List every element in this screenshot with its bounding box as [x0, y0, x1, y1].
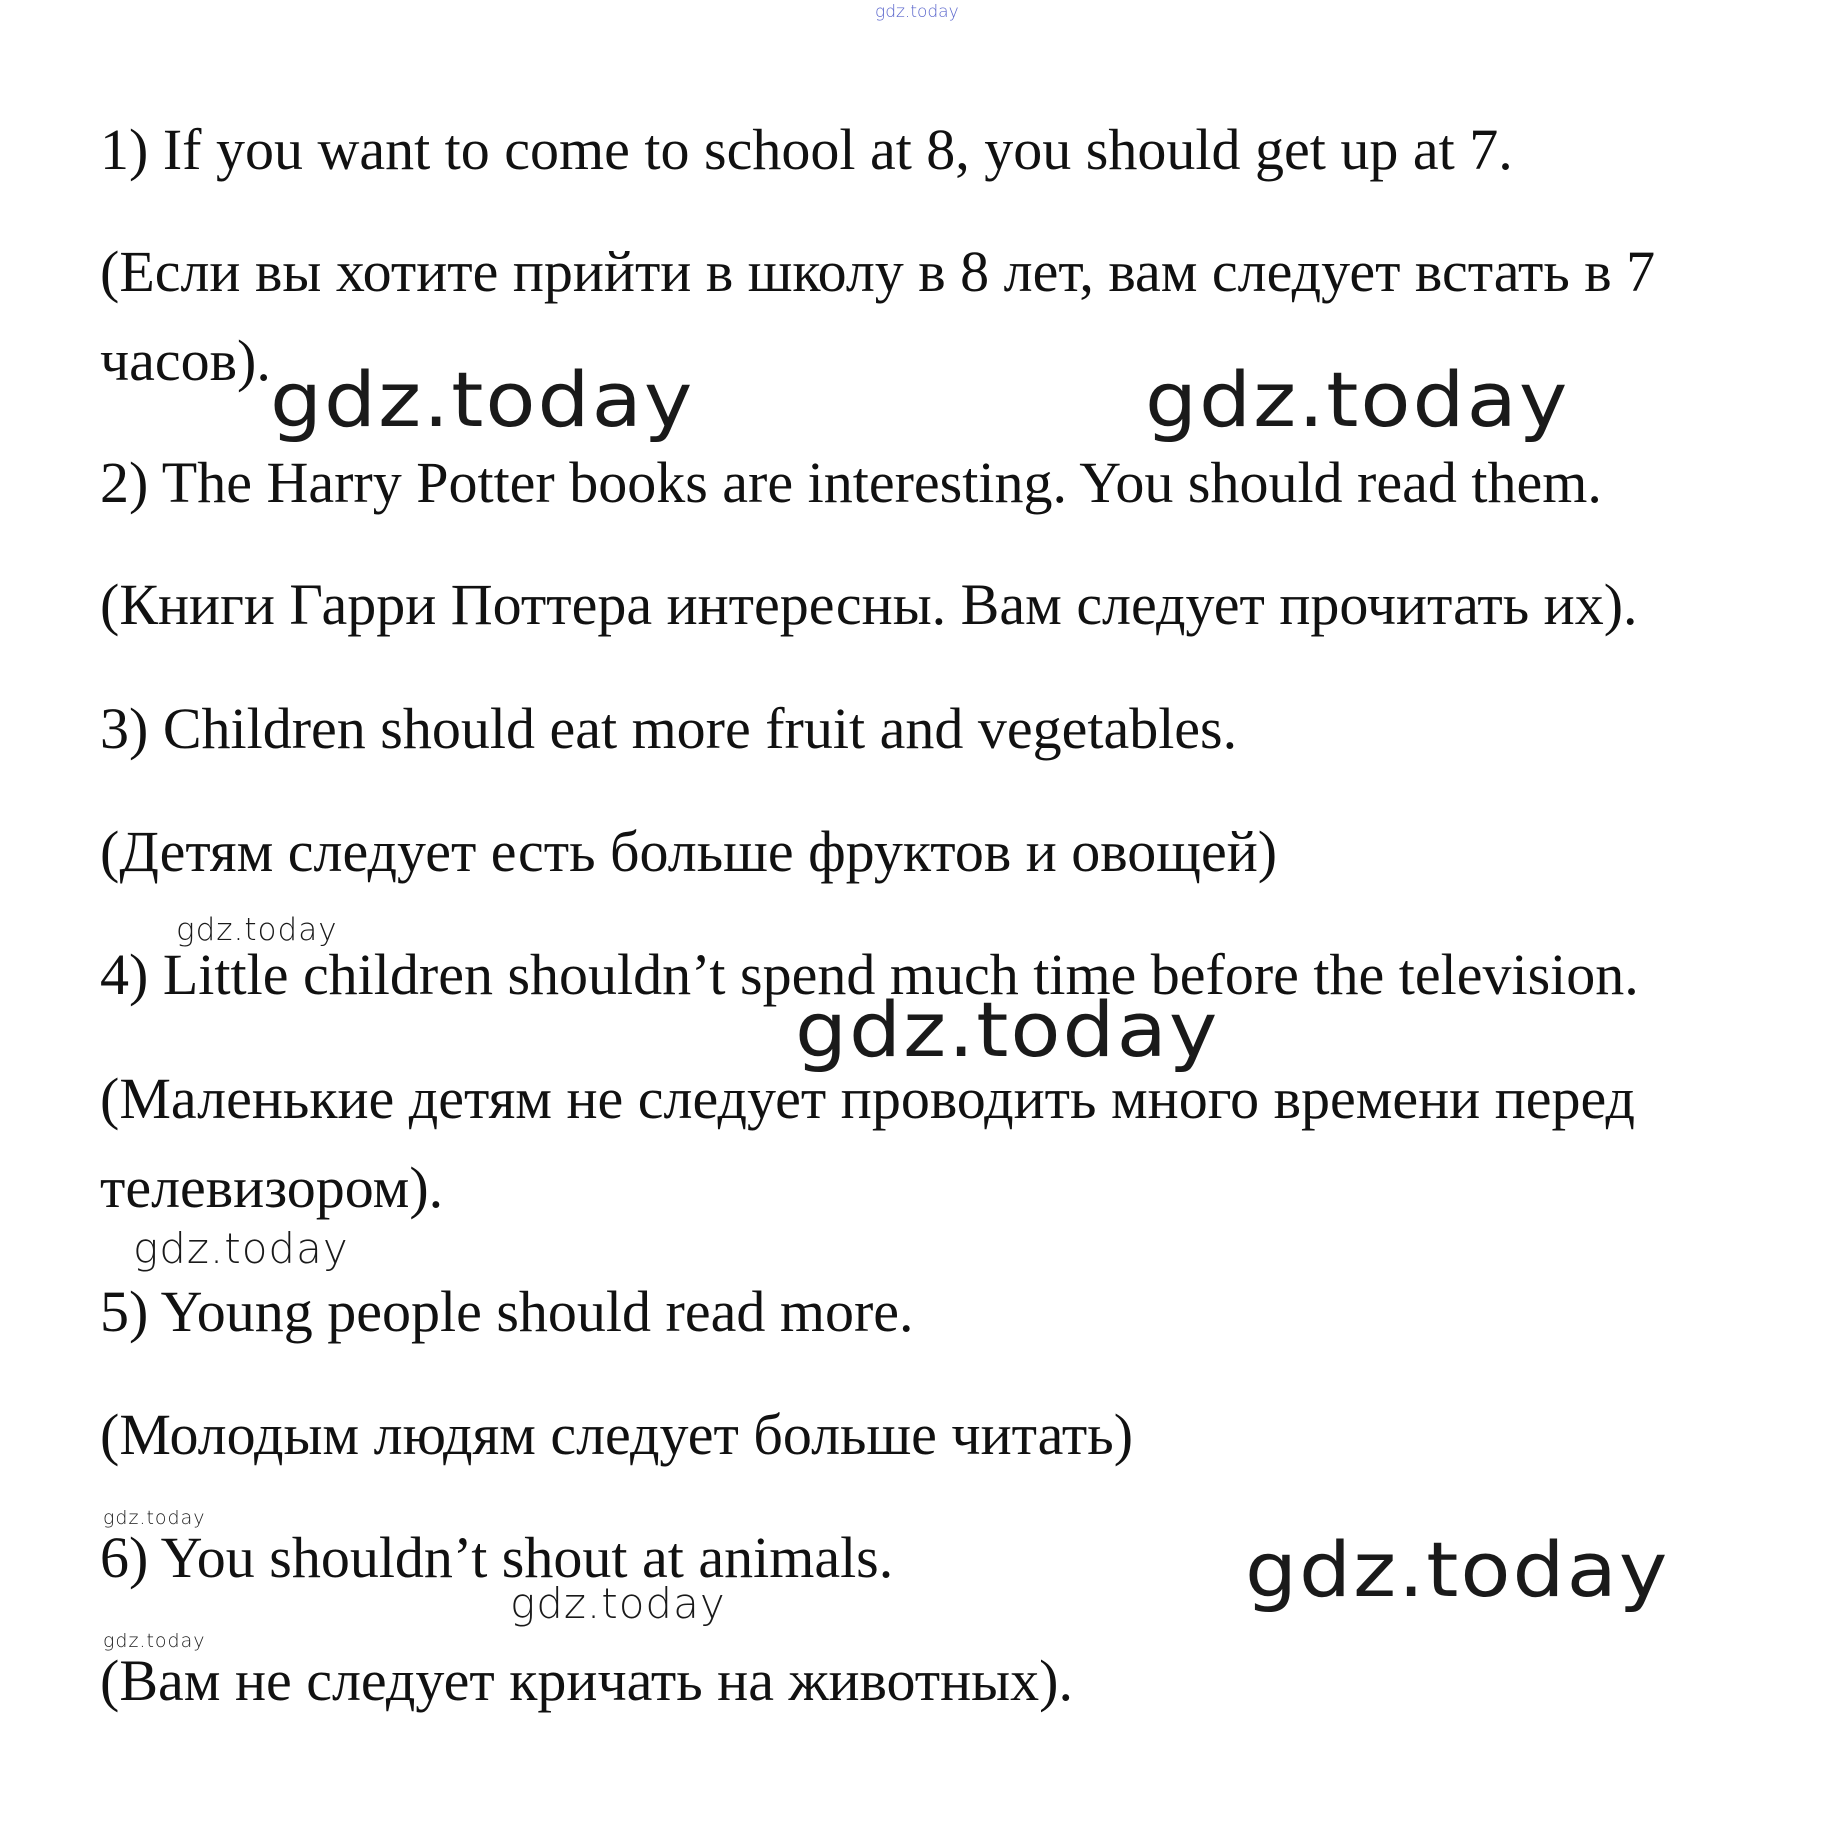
watermark-large-1: gdz.today	[270, 357, 695, 445]
watermark-medium-2: gdz.today	[510, 1579, 726, 1628]
watermark-tiny-2: gdz.today	[103, 1630, 206, 1652]
sentence-6-english: 6) You shouldn’t shout at animals.	[100, 1525, 894, 1590]
sentence-2-russian: (Книги Гарри Поттера интересны. Вам следует прочитать их).	[100, 572, 1638, 637]
watermark-small-1: gdz.today	[176, 912, 338, 948]
watermark-large-3: gdz.today	[795, 987, 1220, 1075]
sentence-5-russian: (Молодым людям следует больше читать)	[100, 1402, 1134, 1467]
sentence-4-russian-line-1: (Маленькие детям не следует проводить много времени перед	[100, 1066, 1635, 1131]
sentence-1-russian-line-1: (Если вы хотите прийти в школу в 8 лет, вам следует встать в 7	[100, 239, 1656, 304]
sentence-2-english: 2) The Harry Potter books are interesting. You should read them.	[100, 450, 1602, 515]
watermark-medium-1: gdz.today	[133, 1224, 349, 1273]
sentence-1-russian-line-2: часов).	[100, 328, 271, 393]
sentence-6-russian: (Вам не следует кричать на животных).	[100, 1648, 1073, 1713]
watermark-large-2: gdz.today	[1145, 357, 1570, 445]
watermark-top: gdz.today	[875, 2, 959, 22]
sentence-5-english: 5) Young people should read more.	[100, 1279, 914, 1344]
sentence-1-english: 1) If you want to come to school at 8, you should get up at 7.	[100, 117, 1513, 182]
watermark-large-4: gdz.today	[1245, 1527, 1670, 1615]
sentence-3-english: 3) Children should eat more fruit and vegetables.	[100, 696, 1238, 761]
sentence-4-russian-line-2: телевизором).	[100, 1155, 444, 1220]
watermark-tiny-1: gdz.today	[103, 1507, 206, 1529]
sentence-3-russian: (Детям следует есть больше фруктов и овощей)	[100, 819, 1278, 884]
sentence-4-english: 4) Little children shouldn’t spend much time before the television.	[100, 942, 1639, 1007]
